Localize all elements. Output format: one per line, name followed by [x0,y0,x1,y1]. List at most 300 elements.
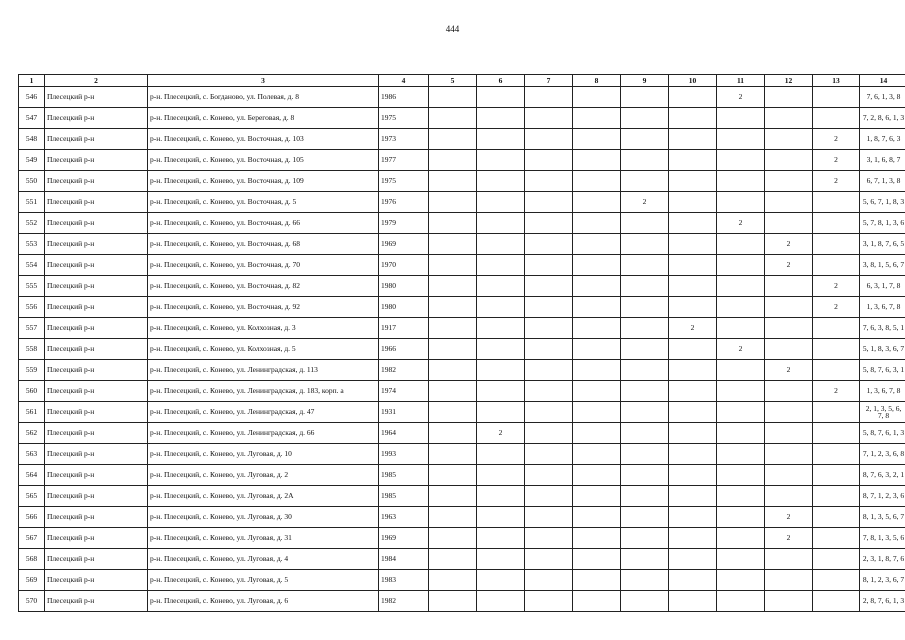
cell-col-6 [477,486,525,507]
cell-row-number: 560 [19,381,45,402]
cell-district: Плесецкий р-н [45,318,148,339]
cell-address: р-н. Плесецкий, с. Конево, ул. Восточная, д. 109 [148,171,379,192]
column-header-10: 10 [669,75,717,87]
cell-col-5 [429,423,477,444]
cell-col-14: 2, 1, 3, 5, 6, 7, 8 [860,402,905,423]
table-row [19,486,905,507]
cell-col-5 [429,213,477,234]
cell-col-8 [573,549,621,570]
cell-col-6 [477,444,525,465]
cell-col-12 [765,129,813,150]
cell-col-8 [573,318,621,339]
cell-col-7 [525,87,573,108]
cell-col-8 [573,297,621,318]
table-row [19,192,905,213]
table-row [19,87,905,108]
cell-row-number: 558 [19,339,45,360]
cell-col-12 [765,318,813,339]
cell-col-13 [813,507,860,528]
cell-col-13 [813,318,860,339]
cell-col-5 [429,402,477,423]
cell-district: Плесецкий р-н [45,360,148,381]
cell-col-5 [429,129,477,150]
cell-col-12 [765,213,813,234]
column-header-8: 8 [573,75,621,87]
cell-col-13: 2 [813,297,860,318]
cell-col-10 [669,528,717,549]
cell-col-9: 2 [621,192,669,213]
cell-year: 1974 [379,381,429,402]
cell-col-13 [813,213,860,234]
page-number: 444 [445,24,460,34]
cell-col-9 [621,486,669,507]
cell-col-5 [429,465,477,486]
cell-year: 1966 [379,339,429,360]
cell-col-9 [621,444,669,465]
cell-col-11 [717,129,765,150]
table-row [19,444,905,465]
table-row [19,549,905,570]
cell-col-12 [765,171,813,192]
cell-district: Плесецкий р-н [45,465,148,486]
cell-col-11 [717,234,765,255]
cell-col-5 [429,234,477,255]
cell-district: Плесецкий р-н [45,255,148,276]
column-header-4: 4 [379,75,429,87]
cell-col-14: 7, 1, 2, 3, 6, 8 [860,444,905,465]
cell-col-14: 3, 1, 8, 7, 6, 5 [860,234,905,255]
cell-district: Плесецкий р-н [45,423,148,444]
cell-col-10 [669,213,717,234]
cell-col-9 [621,549,669,570]
cell-col-12 [765,465,813,486]
cell-row-number: 564 [19,465,45,486]
cell-col-12: 2 [765,528,813,549]
cell-col-11 [717,150,765,171]
cell-col-10 [669,255,717,276]
cell-col-8 [573,528,621,549]
cell-year: 1963 [379,507,429,528]
cell-district: Плесецкий р-н [45,528,148,549]
table-row [19,297,905,318]
cell-row-number: 550 [19,171,45,192]
cell-col-7 [525,255,573,276]
cell-col-12 [765,150,813,171]
cell-col-11: 2 [717,87,765,108]
cell-col-13 [813,486,860,507]
cell-year: 1973 [379,129,429,150]
cell-row-number: 549 [19,150,45,171]
cell-row-number: 562 [19,423,45,444]
cell-address: р-н. Плесецкий, с. Богданово, ул. Полевая, д. 8 [148,87,379,108]
cell-row-number: 552 [19,213,45,234]
cell-col-8 [573,402,621,423]
cell-col-14: 5, 7, 8, 1, 3, 6 [860,213,905,234]
cell-col-7 [525,591,573,612]
cell-col-5 [429,171,477,192]
table-row [19,381,905,402]
cell-col-13: 2 [813,171,860,192]
cell-col-12 [765,192,813,213]
cell-col-12 [765,486,813,507]
cell-col-8 [573,192,621,213]
cell-col-9 [621,465,669,486]
cell-col-13 [813,234,860,255]
cell-col-8 [573,570,621,591]
cell-col-8 [573,276,621,297]
cell-district: Плесецкий р-н [45,276,148,297]
cell-col-7 [525,381,573,402]
cell-year: 1975 [379,171,429,192]
cell-col-6 [477,528,525,549]
cell-address: р-н. Плесецкий, с. Конево, ул. Колхозная, д. 5 [148,339,379,360]
cell-year: 1964 [379,423,429,444]
cell-district: Плесецкий р-н [45,192,148,213]
cell-district: Плесецкий р-н [45,297,148,318]
cell-col-6 [477,297,525,318]
cell-col-13 [813,423,860,444]
cell-col-7 [525,276,573,297]
table-row [19,129,905,150]
cell-col-7 [525,465,573,486]
cell-col-6 [477,318,525,339]
column-header-2: 2 [45,75,148,87]
table-row [19,591,905,612]
column-header-13: 13 [813,75,860,87]
cell-col-9 [621,108,669,129]
cell-col-6 [477,381,525,402]
cell-col-14: 7, 6, 3, 8, 5, 1 [860,318,905,339]
cell-address: р-н. Плесецкий, с. Конево, ул. Восточная, д. 70 [148,255,379,276]
cell-district: Плесецкий р-н [45,507,148,528]
cell-col-10 [669,444,717,465]
cell-col-6 [477,339,525,360]
cell-col-8 [573,129,621,150]
cell-col-5 [429,276,477,297]
cell-year: 1986 [379,87,429,108]
cell-col-9 [621,234,669,255]
cell-col-12 [765,87,813,108]
cell-col-10 [669,129,717,150]
cell-col-10 [669,234,717,255]
cell-col-14: 1, 3, 6, 7, 8 [860,381,905,402]
cell-col-6 [477,234,525,255]
cell-address: р-н. Плесецкий, с. Конево, ул. Восточная, д. 105 [148,150,379,171]
cell-year: 1985 [379,486,429,507]
cell-col-5 [429,255,477,276]
cell-col-5 [429,87,477,108]
cell-col-6 [477,150,525,171]
cell-col-13 [813,402,860,423]
cell-col-8 [573,255,621,276]
table-row [19,108,905,129]
column-header-9: 9 [621,75,669,87]
cell-col-6 [477,255,525,276]
table-row [19,150,905,171]
cell-address: р-н. Плесецкий, с. Конево, ул. Колхозная, д. 3 [148,318,379,339]
cell-col-14: 3, 8, 1, 5, 6, 7 [860,255,905,276]
cell-row-number: 567 [19,528,45,549]
cell-district: Плесецкий р-н [45,87,148,108]
cell-col-10 [669,402,717,423]
cell-col-7 [525,360,573,381]
cell-col-7 [525,171,573,192]
cell-col-9 [621,171,669,192]
cell-col-10 [669,339,717,360]
cell-col-11 [717,423,765,444]
cell-row-number: 561 [19,402,45,423]
cell-district: Плесецкий р-н [45,381,148,402]
cell-col-11 [717,318,765,339]
cell-col-14: 7, 2, 8, 6, 1, 3 [860,108,905,129]
cell-year: 1969 [379,528,429,549]
cell-address: р-н. Плесецкий, с. Конево, ул. Луговая, д. 4 [148,549,379,570]
column-header-14: 14 [860,75,905,87]
cell-col-9 [621,150,669,171]
cell-col-8 [573,87,621,108]
cell-col-13 [813,255,860,276]
cell-col-10 [669,507,717,528]
cell-col-5 [429,339,477,360]
cell-row-number: 559 [19,360,45,381]
cell-col-9 [621,255,669,276]
table-header-row [19,75,905,87]
cell-col-6 [477,192,525,213]
cell-district: Плесецкий р-н [45,150,148,171]
cell-col-14: 8, 1, 2, 3, 6, 7 [860,570,905,591]
cell-col-12 [765,591,813,612]
cell-district: Плесецкий р-н [45,234,148,255]
cell-col-10 [669,108,717,129]
cell-row-number: 569 [19,570,45,591]
cell-col-7 [525,570,573,591]
cell-col-13 [813,360,860,381]
cell-col-12 [765,381,813,402]
cell-address: р-н. Плесецкий, с. Конево, ул. Восточная, д. 103 [148,129,379,150]
cell-col-14: 1, 3, 6, 7, 8 [860,297,905,318]
table-row [19,213,905,234]
cell-year: 1982 [379,360,429,381]
cell-col-11 [717,570,765,591]
cell-col-6 [477,465,525,486]
cell-district: Плесецкий р-н [45,402,148,423]
cell-col-10 [669,276,717,297]
cell-col-9 [621,339,669,360]
cell-col-9 [621,87,669,108]
cell-col-8 [573,234,621,255]
cell-col-9 [621,570,669,591]
cell-col-8 [573,444,621,465]
cell-col-9 [621,297,669,318]
cell-col-7 [525,339,573,360]
cell-col-9 [621,528,669,549]
cell-col-13 [813,549,860,570]
cell-col-9 [621,591,669,612]
cell-address: р-н. Плесецкий, с. Конево, ул. Восточная, д. 68 [148,234,379,255]
column-header-11: 11 [717,75,765,87]
cell-col-12 [765,570,813,591]
cell-col-6 [477,591,525,612]
cell-col-7 [525,192,573,213]
cell-col-13 [813,465,860,486]
cell-col-11 [717,591,765,612]
cell-col-12 [765,549,813,570]
cell-col-8 [573,465,621,486]
cell-row-number: 546 [19,87,45,108]
cell-address: р-н. Плесецкий, с. Конево, ул. Восточная, д. 82 [148,276,379,297]
cell-col-13: 2 [813,129,860,150]
cell-row-number: 563 [19,444,45,465]
cell-col-7 [525,318,573,339]
cell-district: Плесецкий р-н [45,129,148,150]
cell-col-6 [477,402,525,423]
cell-address: р-н. Плесецкий, с. Конево, ул. Луговая, д. 2 [148,465,379,486]
cell-col-12: 2 [765,360,813,381]
cell-col-6 [477,171,525,192]
cell-col-12: 2 [765,255,813,276]
cell-col-13: 2 [813,381,860,402]
cell-col-6 [477,549,525,570]
cell-year: 1975 [379,108,429,129]
cell-col-8 [573,339,621,360]
cell-col-10: 2 [669,318,717,339]
cell-address: р-н. Плесецкий, с. Конево, ул. Луговая, д. 10 [148,444,379,465]
cell-col-8 [573,150,621,171]
cell-col-10 [669,192,717,213]
table-row [19,402,905,423]
cell-col-13 [813,192,860,213]
cell-col-7 [525,444,573,465]
cell-col-9 [621,129,669,150]
cell-col-5 [429,591,477,612]
cell-col-6 [477,507,525,528]
cell-district: Плесецкий р-н [45,444,148,465]
table-row [19,570,905,591]
cell-col-14: 7, 8, 1, 3, 5, 6 [860,528,905,549]
cell-col-7 [525,528,573,549]
table-body [19,87,905,612]
cell-col-9 [621,213,669,234]
cell-col-7 [525,402,573,423]
cell-col-5 [429,192,477,213]
cell-col-12 [765,276,813,297]
table-row [19,507,905,528]
cell-row-number: 565 [19,486,45,507]
cell-col-7 [525,549,573,570]
cell-year: 1982 [379,591,429,612]
cell-col-5 [429,549,477,570]
cell-col-6: 2 [477,423,525,444]
table-row [19,528,905,549]
cell-col-10 [669,360,717,381]
cell-col-14: 6, 3, 1, 7, 8 [860,276,905,297]
cell-col-8 [573,486,621,507]
cell-col-8 [573,507,621,528]
cell-col-14: 8, 7, 1, 2, 3, 6 [860,486,905,507]
table-row [19,171,905,192]
cell-col-11 [717,255,765,276]
cell-col-7 [525,423,573,444]
cell-row-number: 553 [19,234,45,255]
cell-col-8 [573,591,621,612]
cell-col-8 [573,108,621,129]
cell-district: Плесецкий р-н [45,486,148,507]
cell-col-5 [429,486,477,507]
cell-col-14: 2, 8, 7, 6, 1, 3 [860,591,905,612]
cell-district: Плесецкий р-н [45,549,148,570]
cell-col-11 [717,276,765,297]
cell-col-11 [717,549,765,570]
table-row [19,234,905,255]
cell-address: р-н. Плесецкий, с. Конево, ул. Ленинградская, д. 183, корп. а [148,381,379,402]
cell-col-5 [429,297,477,318]
cell-col-9 [621,318,669,339]
cell-col-14: 5, 1, 8, 3, 6, 7 [860,339,905,360]
cell-col-7 [525,129,573,150]
cell-address: р-н. Плесецкий, с. Конево, ул. Восточная, д. 66 [148,213,379,234]
cell-address: р-н. Плесецкий, с. Конево, ул. Восточная, д. 5 [148,192,379,213]
cell-col-12 [765,108,813,129]
cell-col-11 [717,297,765,318]
cell-col-14: 8, 1, 3, 5, 6, 7 [860,507,905,528]
cell-col-6 [477,360,525,381]
cell-col-5 [429,150,477,171]
table-row [19,276,905,297]
cell-col-8 [573,213,621,234]
cell-row-number: 555 [19,276,45,297]
cell-col-11 [717,486,765,507]
cell-col-5 [429,570,477,591]
cell-year: 1970 [379,255,429,276]
cell-year: 1979 [379,213,429,234]
cell-address: р-н. Плесецкий, с. Конево, ул. Восточная, д. 92 [148,297,379,318]
cell-year: 1969 [379,234,429,255]
cell-year: 1980 [379,276,429,297]
cell-col-10 [669,297,717,318]
cell-col-14: 2, 3, 1, 8, 7, 6 [860,549,905,570]
cell-col-7 [525,213,573,234]
cell-col-13 [813,570,860,591]
cell-year: 1931 [379,402,429,423]
cell-col-10 [669,87,717,108]
cell-address: р-н. Плесецкий, с. Конево, ул. Луговая, д. 6 [148,591,379,612]
cell-col-11 [717,507,765,528]
cell-address: р-н. Плесецкий, с. Конево, ул. Луговая, д. 30 [148,507,379,528]
cell-row-number: 548 [19,129,45,150]
cell-col-13 [813,591,860,612]
cell-col-10 [669,171,717,192]
cell-col-13 [813,339,860,360]
cell-col-11: 2 [717,213,765,234]
cell-year: 1917 [379,318,429,339]
cell-row-number: 547 [19,108,45,129]
cell-col-9 [621,423,669,444]
cell-col-6 [477,213,525,234]
cell-col-7 [525,234,573,255]
cell-col-13: 2 [813,276,860,297]
cell-col-6 [477,87,525,108]
cell-district: Плесецкий р-н [45,213,148,234]
cell-col-14: 5, 6, 7, 1, 8, 3 [860,192,905,213]
cell-col-5 [429,444,477,465]
cell-col-13 [813,108,860,129]
cell-col-7 [525,486,573,507]
table-row [19,423,905,444]
table-row [19,465,905,486]
cell-col-12: 2 [765,234,813,255]
cell-col-12 [765,444,813,465]
column-header-5: 5 [429,75,477,87]
